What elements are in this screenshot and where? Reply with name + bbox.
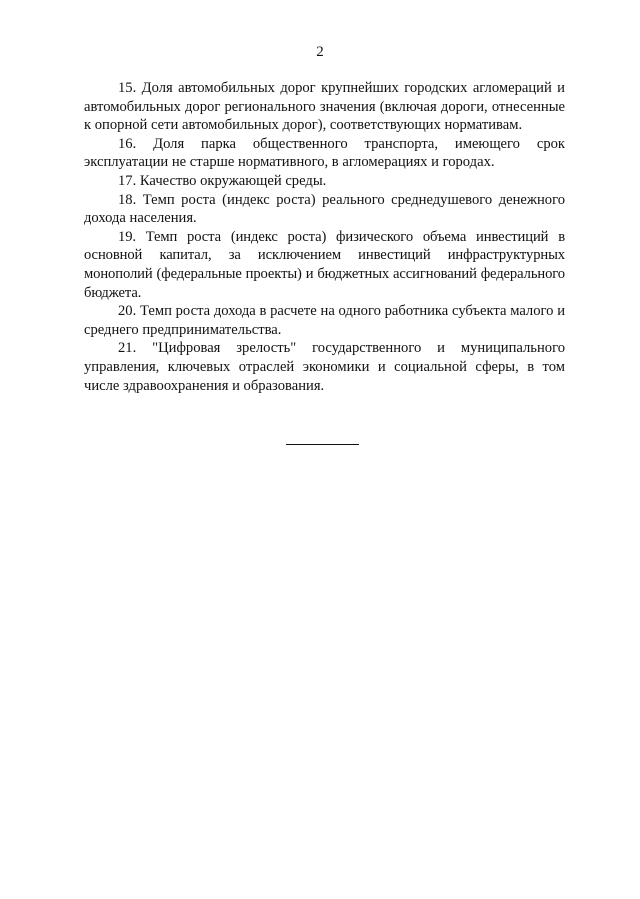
end-of-document-rule bbox=[286, 444, 359, 445]
list-item-21: 21. "Цифровая зрелость" государственного и муниципального управления, ключевых отраслей экономики и социальной сферы, в том числе здравоохранения и образования. bbox=[84, 340, 565, 394]
list-item-15: 15. Доля автомобильных дорог крупнейших городских агломераций и автомобильных дорог регионального значения (включая дороги, отнесенные к опорной сети автомобильных дорог), соответствующих нормативам. bbox=[84, 80, 565, 134]
list-item-18: 18. Темп роста (индекс роста) реального среднедушевого денежного дохода населения. bbox=[84, 191, 565, 227]
page-number: 2 bbox=[316, 44, 324, 60]
list-item-19: 19. Темп роста (индекс роста) физического объема инвестиций в основной капитал, за исключением инвестиций инфраструктурных монополий (федеральные проекты) и бюджетных ассигнований федерального бюджета. bbox=[84, 228, 565, 301]
document-body bbox=[84, 79, 565, 395]
list-item-20: 20. Темп роста дохода в расчете на одного работника субъекта малого и среднего предпринимательства. bbox=[84, 303, 565, 338]
list-item-17: 17. Качество окружающей среды. bbox=[118, 172, 327, 189]
list-item-16: 16. Доля парка общественного транспорта, имеющего срок эксплуатации не старше нормативного, в агломерациях и городах. bbox=[84, 135, 565, 171]
